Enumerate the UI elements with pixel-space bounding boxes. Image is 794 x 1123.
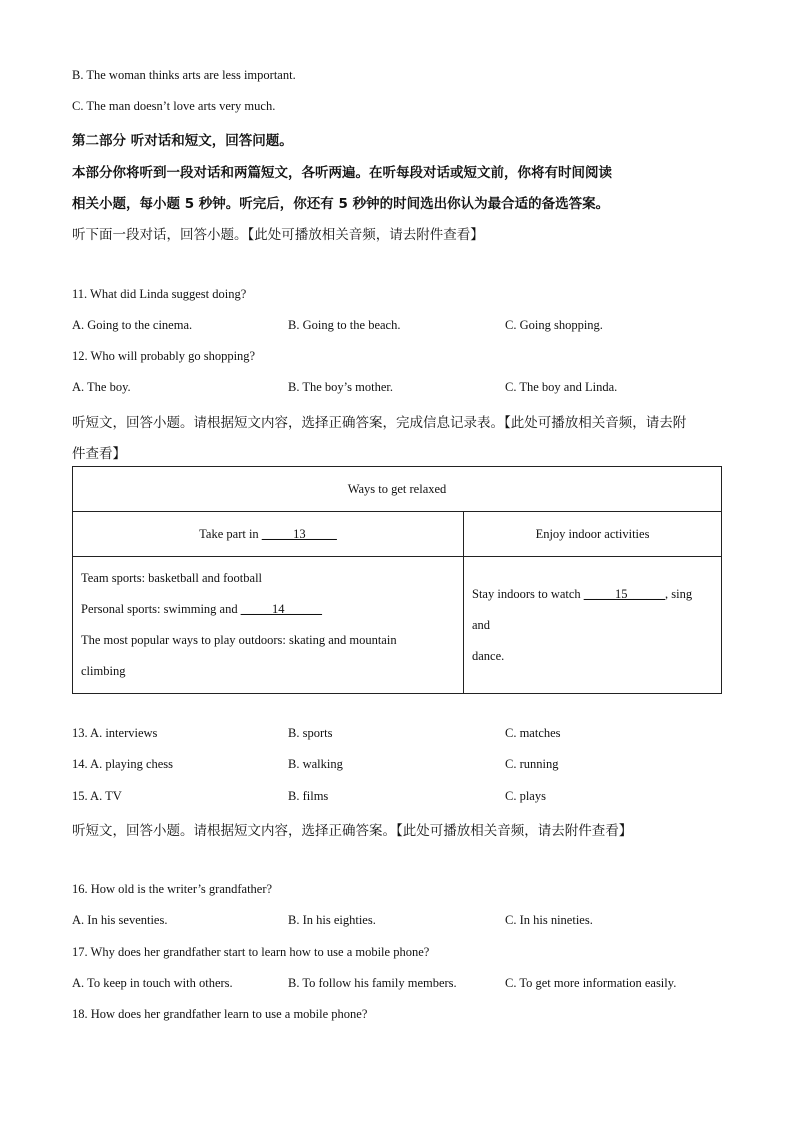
q13-option-b: B. sports <box>288 726 333 740</box>
q14-option-a: 14. A. playing chess <box>72 757 174 771</box>
team-sports-line: Team sports: basketball and football <box>81 571 263 585</box>
indoor-suffix: , sing and <box>472 586 693 632</box>
question-17: 17. Why does her grandfather start to learn how to use a mobile phone? <box>72 945 430 959</box>
q17-option-b: B. To follow his family members. <box>288 976 457 990</box>
q14-option-b: B. walking <box>288 757 343 771</box>
q12-option-b: B. The boy’s mother. <box>288 380 393 394</box>
info-record-table <box>72 466 722 694</box>
question-11: 11. What did Linda suggest doing? <box>72 287 247 301</box>
part2-title: 第二部分 听对话和短文，回答问题。 <box>72 133 293 149</box>
blank-15: _____15______ <box>583 586 666 601</box>
passage2-intro: 听短文，回答小题。请根据短文内容，选择正确答案。【此处可播放相关音频，请去附件查看】 <box>72 823 633 839</box>
q16-option-c: C. In his nineties. <box>505 913 593 927</box>
blank-13: _____13_____ <box>261 526 337 541</box>
personal-sports-prefix: Personal sports: swimming and <box>81 602 241 616</box>
part2-desc-line2: 相关小题，每小题 5 秒钟。听完后，你还有 5 秒钟的时间选出你认为最合适的备选答案。 <box>72 196 610 212</box>
indoor-line-cont: dance. <box>472 648 505 663</box>
q15-option-b: B. films <box>288 789 329 803</box>
q17-option-a: A. To keep in touch with others. <box>72 976 233 990</box>
table-right-cell <box>464 557 722 694</box>
table-col2-header: Enjoy indoor activities <box>464 512 722 557</box>
q11-option-c: C. Going shopping. <box>505 318 603 332</box>
table-title: Ways to get relaxed <box>73 467 722 512</box>
q17-option-c: C. To get more information easily. <box>505 976 677 990</box>
dialog-intro: 听下面一段对话，回答小题。【此处可播放相关音频，请去附件查看】 <box>72 227 484 243</box>
outdoor-line-cont: climbing <box>81 664 126 678</box>
outdoor-line: The most popular ways to play outdoors: skating and mountain <box>81 633 397 647</box>
q16-option-a: A. In his seventies. <box>72 913 168 927</box>
passage1-intro-line1: 听短文，回答小题。请根据短文内容，选择正确答案，完成信息记录表。【此处可播放相关音频，请去附 <box>72 415 687 431</box>
option-b-line: B. The woman thinks arts are less important. <box>72 68 296 82</box>
indoor-prefix: Stay indoors to watch <box>472 586 584 601</box>
question-12: 12. Who will probably go shopping? <box>72 349 256 363</box>
q15-option-a: 15. A. TV <box>72 789 122 803</box>
q11-option-b: B. Going to the beach. <box>288 318 401 332</box>
table-left-cell <box>73 557 464 694</box>
q13-option-c: C. matches <box>505 726 561 740</box>
blank-14: _____14______ <box>240 602 322 616</box>
q12-option-c: C. The boy and Linda. <box>505 380 618 394</box>
part2-desc-line1: 本部分你将听到一段对话和两篇短文，各听两遍。在听每段对话或短文前，你将有时间阅读 <box>72 165 612 181</box>
personal-sports-line <box>81 594 455 625</box>
table-col1-header <box>73 512 464 557</box>
option-c-line: C. The man doesn’t love arts very much. <box>72 99 276 113</box>
q13-option-a: 13. A. interviews <box>72 726 158 740</box>
q11-option-a: A. Going to the cinema. <box>72 318 193 332</box>
indoor-line <box>472 579 713 641</box>
q15-option-c: C. plays <box>505 789 546 803</box>
q14-option-c: C. running <box>505 757 559 771</box>
question-16: 16. How old is the writer’s grandfather? <box>72 882 273 896</box>
col1-prefix: Take part in <box>199 526 262 541</box>
q12-option-a: A. The boy. <box>72 380 131 394</box>
question-18: 18. How does her grandfather learn to use a mobile phone? <box>72 1007 368 1021</box>
q16-option-b: B. In his eighties. <box>288 913 376 927</box>
passage1-intro-line2: 件查看】 <box>72 446 126 462</box>
